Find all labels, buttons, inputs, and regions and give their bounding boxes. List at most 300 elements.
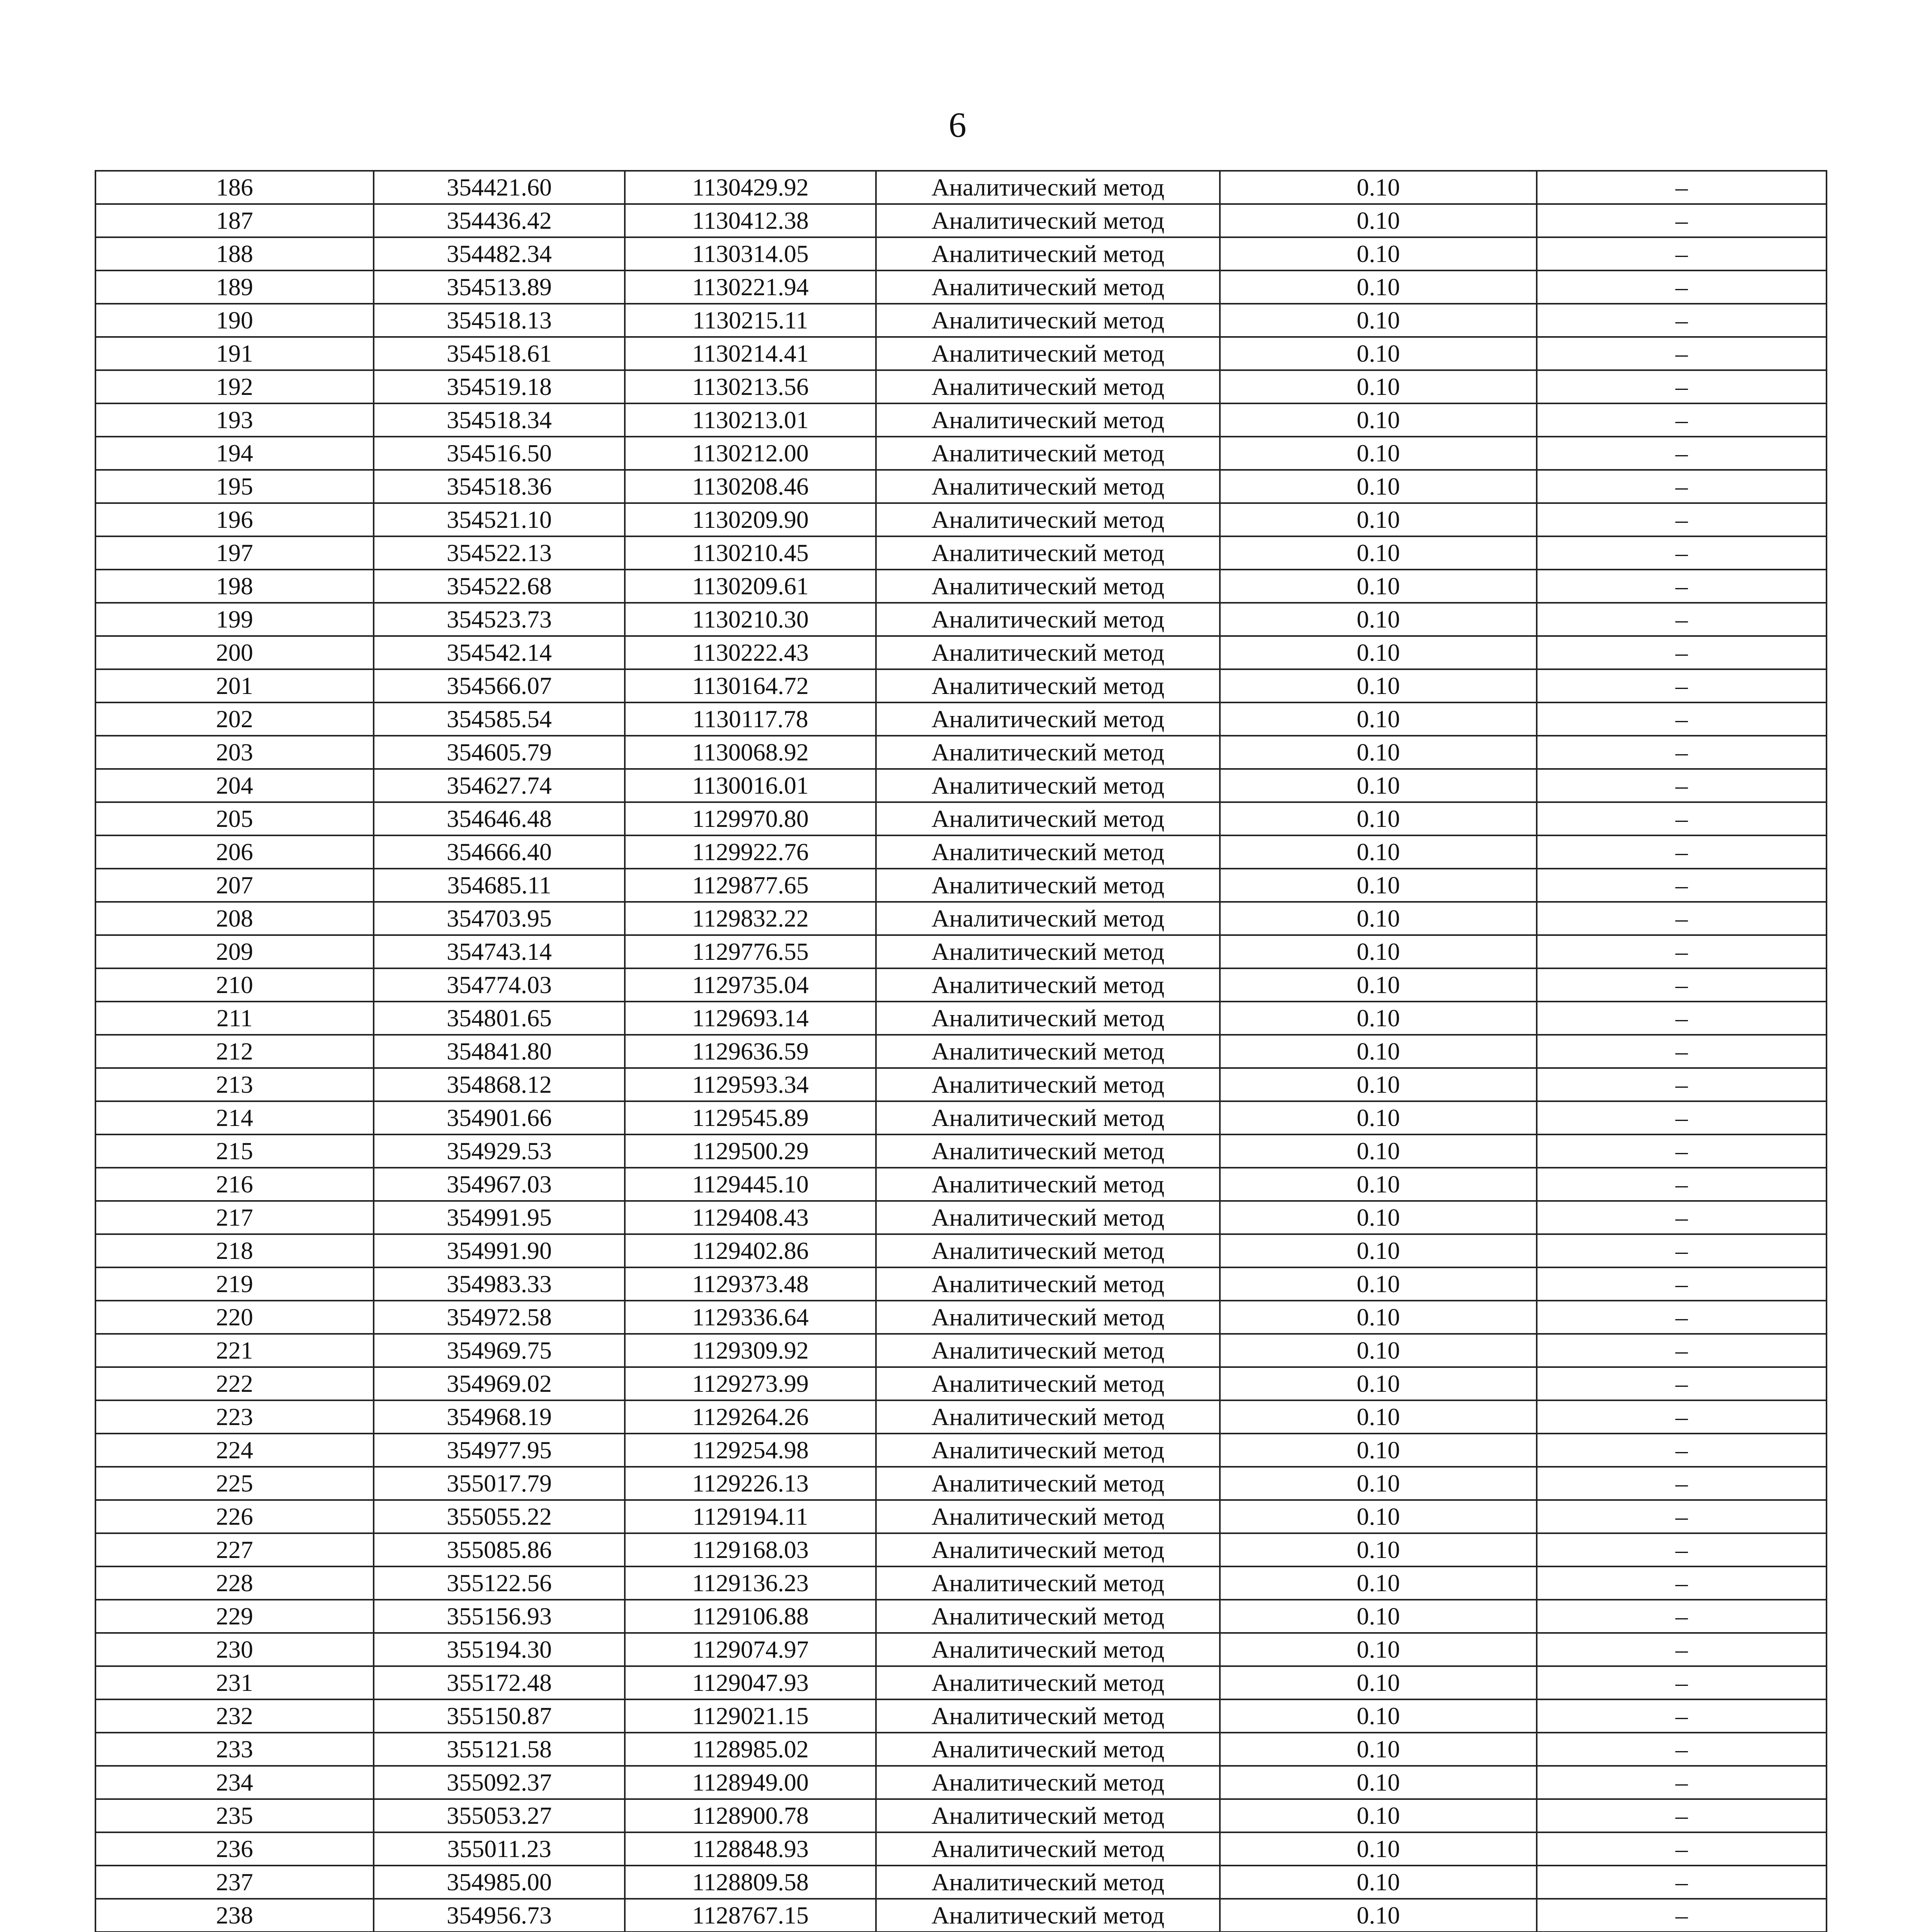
table-row (95, 403, 1827, 437)
accuracy-cell: 0.10 (1220, 337, 1537, 370)
x-coordinate-cell: 354522.68 (374, 570, 625, 603)
point-number-cell: 204 (95, 769, 374, 802)
x-coordinate-cell: 355085.86 (374, 1533, 625, 1566)
x-coordinate-cell: 354566.07 (374, 669, 625, 702)
note-cell: – (1537, 270, 1827, 304)
point-number-cell: 220 (95, 1301, 374, 1334)
accuracy-cell: 0.10 (1220, 1134, 1537, 1168)
note-cell: – (1537, 503, 1827, 536)
table-row (95, 1367, 1827, 1400)
x-coordinate-cell: 355092.37 (374, 1766, 625, 1799)
x-coordinate-cell: 354972.58 (374, 1301, 625, 1334)
coordinates-table-body (95, 171, 1827, 1932)
x-coordinate-cell: 354646.48 (374, 802, 625, 835)
table-row (95, 669, 1827, 702)
y-coordinate-cell: 1129970.80 (625, 802, 876, 835)
y-coordinate-cell: 1129074.97 (625, 1633, 876, 1666)
accuracy-cell: 0.10 (1220, 1766, 1537, 1799)
x-coordinate-cell: 354901.66 (374, 1101, 625, 1134)
point-number-cell: 224 (95, 1434, 374, 1467)
table-row (95, 1101, 1827, 1134)
y-coordinate-cell: 1128848.93 (625, 1832, 876, 1866)
method-cell: Аналитический метод (876, 370, 1220, 403)
point-number-cell: 200 (95, 636, 374, 669)
y-coordinate-cell: 1129021.15 (625, 1699, 876, 1733)
method-cell: Аналитический метод (876, 304, 1220, 337)
method-cell: Аналитический метод (876, 237, 1220, 270)
y-coordinate-cell: 1128900.78 (625, 1799, 876, 1832)
point-number-cell: 193 (95, 403, 374, 437)
x-coordinate-cell: 354774.03 (374, 968, 625, 1002)
note-cell: – (1537, 1101, 1827, 1134)
note-cell: – (1537, 1666, 1827, 1699)
note-cell: – (1537, 1799, 1827, 1832)
method-cell: Аналитический метод (876, 1733, 1220, 1766)
y-coordinate-cell: 1128985.02 (625, 1733, 876, 1766)
y-coordinate-cell: 1130215.11 (625, 304, 876, 337)
y-coordinate-cell: 1129047.93 (625, 1666, 876, 1699)
note-cell: – (1537, 1367, 1827, 1400)
method-cell: Аналитический метод (876, 1766, 1220, 1799)
note-cell: – (1537, 902, 1827, 935)
point-number-cell: 235 (95, 1799, 374, 1832)
method-cell: Аналитический метод (876, 1134, 1220, 1168)
method-cell: Аналитический метод (876, 503, 1220, 536)
table-row (95, 304, 1827, 337)
point-number-cell: 223 (95, 1400, 374, 1434)
table-row (95, 1600, 1827, 1633)
x-coordinate-cell: 354743.14 (374, 935, 625, 968)
accuracy-cell: 0.10 (1220, 769, 1537, 802)
point-number-cell: 194 (95, 437, 374, 470)
method-cell: Аналитический метод (876, 669, 1220, 702)
y-coordinate-cell: 1130209.61 (625, 570, 876, 603)
y-coordinate-cell: 1130210.30 (625, 603, 876, 636)
point-number-cell: 217 (95, 1201, 374, 1234)
method-cell: Аналитический метод (876, 204, 1220, 237)
point-number-cell: 233 (95, 1733, 374, 1766)
point-number-cell: 218 (95, 1234, 374, 1267)
table-row (95, 437, 1827, 470)
accuracy-cell: 0.10 (1220, 702, 1537, 736)
table-row (95, 337, 1827, 370)
x-coordinate-cell: 354969.02 (374, 1367, 625, 1400)
x-coordinate-cell: 354991.90 (374, 1234, 625, 1267)
table-row (95, 1267, 1827, 1301)
method-cell: Аналитический метод (876, 470, 1220, 503)
y-coordinate-cell: 1130213.56 (625, 370, 876, 403)
accuracy-cell: 0.10 (1220, 570, 1537, 603)
note-cell: – (1537, 536, 1827, 570)
y-coordinate-cell: 1129168.03 (625, 1533, 876, 1566)
method-cell: Аналитический метод (876, 1035, 1220, 1068)
x-coordinate-cell: 355172.48 (374, 1666, 625, 1699)
table-row (95, 1533, 1827, 1566)
accuracy-cell: 0.10 (1220, 968, 1537, 1002)
method-cell: Аналитический метод (876, 1068, 1220, 1101)
point-number-cell: 214 (95, 1101, 374, 1134)
x-coordinate-cell: 354518.13 (374, 304, 625, 337)
note-cell: – (1537, 1467, 1827, 1500)
accuracy-cell: 0.10 (1220, 1334, 1537, 1367)
x-coordinate-cell: 354436.42 (374, 204, 625, 237)
point-number-cell: 234 (95, 1766, 374, 1799)
point-number-cell: 213 (95, 1068, 374, 1101)
table-row (95, 536, 1827, 570)
note-cell: – (1537, 736, 1827, 769)
x-coordinate-cell: 354703.95 (374, 902, 625, 935)
note-cell: – (1537, 1866, 1827, 1899)
note-cell: – (1537, 237, 1827, 270)
x-coordinate-cell: 354991.95 (374, 1201, 625, 1234)
table-row (95, 1832, 1827, 1866)
table-row (95, 1899, 1827, 1932)
accuracy-cell: 0.10 (1220, 1434, 1537, 1467)
accuracy-cell: 0.10 (1220, 470, 1537, 503)
accuracy-cell: 0.10 (1220, 1666, 1537, 1699)
point-number-cell: 196 (95, 503, 374, 536)
accuracy-cell: 0.10 (1220, 1101, 1537, 1134)
accuracy-cell: 0.10 (1220, 304, 1537, 337)
y-coordinate-cell: 1129636.59 (625, 1035, 876, 1068)
method-cell: Аналитический метод (876, 1301, 1220, 1334)
point-number-cell: 221 (95, 1334, 374, 1367)
note-cell: – (1537, 1035, 1827, 1068)
accuracy-cell: 0.10 (1220, 935, 1537, 968)
accuracy-cell: 0.10 (1220, 902, 1537, 935)
table-row (95, 968, 1827, 1002)
note-cell: – (1537, 337, 1827, 370)
x-coordinate-cell: 354956.73 (374, 1899, 625, 1932)
method-cell: Аналитический метод (876, 1533, 1220, 1566)
y-coordinate-cell: 1129545.89 (625, 1101, 876, 1134)
point-number-cell: 190 (95, 304, 374, 337)
y-coordinate-cell: 1128809.58 (625, 1866, 876, 1899)
y-coordinate-cell: 1129445.10 (625, 1168, 876, 1201)
table-row (95, 1334, 1827, 1367)
accuracy-cell: 0.10 (1220, 1035, 1537, 1068)
x-coordinate-cell: 354666.40 (374, 835, 625, 869)
y-coordinate-cell: 1128949.00 (625, 1766, 876, 1799)
method-cell: Аналитический метод (876, 835, 1220, 869)
note-cell: – (1537, 171, 1827, 204)
accuracy-cell: 0.10 (1220, 1267, 1537, 1301)
x-coordinate-cell: 354685.11 (374, 869, 625, 902)
table-row (95, 835, 1827, 869)
method-cell: Аналитический метод (876, 1899, 1220, 1932)
x-coordinate-cell: 355017.79 (374, 1467, 625, 1500)
y-coordinate-cell: 1129309.92 (625, 1334, 876, 1367)
accuracy-cell: 0.10 (1220, 536, 1537, 570)
point-number-cell: 197 (95, 536, 374, 570)
method-cell: Аналитический метод (876, 1699, 1220, 1733)
accuracy-cell: 0.10 (1220, 636, 1537, 669)
point-number-cell: 210 (95, 968, 374, 1002)
y-coordinate-cell: 1130208.46 (625, 470, 876, 503)
note-cell: – (1537, 470, 1827, 503)
point-number-cell: 188 (95, 237, 374, 270)
y-coordinate-cell: 1130222.43 (625, 636, 876, 669)
method-cell: Аналитический метод (876, 1832, 1220, 1866)
table-row (95, 1002, 1827, 1035)
y-coordinate-cell: 1130164.72 (625, 669, 876, 702)
point-number-cell: 203 (95, 736, 374, 769)
x-coordinate-cell: 354868.12 (374, 1068, 625, 1101)
point-number-cell: 215 (95, 1134, 374, 1168)
note-cell: – (1537, 1234, 1827, 1267)
y-coordinate-cell: 1129194.11 (625, 1500, 876, 1533)
note-cell: – (1537, 204, 1827, 237)
table-row (95, 636, 1827, 669)
method-cell: Аналитический метод (876, 902, 1220, 935)
table-row (95, 769, 1827, 802)
accuracy-cell: 0.10 (1220, 1566, 1537, 1600)
y-coordinate-cell: 1129254.98 (625, 1434, 876, 1467)
y-coordinate-cell: 1130209.90 (625, 503, 876, 536)
accuracy-cell: 0.10 (1220, 237, 1537, 270)
table-row (95, 902, 1827, 935)
note-cell: – (1537, 1301, 1827, 1334)
method-cell: Аналитический метод (876, 1334, 1220, 1367)
table-row (95, 1467, 1827, 1500)
y-coordinate-cell: 1129136.23 (625, 1566, 876, 1600)
method-cell: Аналитический метод (876, 337, 1220, 370)
method-cell: Аналитический метод (876, 1566, 1220, 1600)
table-row (95, 1566, 1827, 1600)
point-number-cell: 236 (95, 1832, 374, 1866)
x-coordinate-cell: 354801.65 (374, 1002, 625, 1035)
table-row (95, 1168, 1827, 1201)
note-cell: – (1537, 702, 1827, 736)
method-cell: Аналитический метод (876, 802, 1220, 835)
note-cell: – (1537, 636, 1827, 669)
accuracy-cell: 0.10 (1220, 1500, 1537, 1533)
note-cell: – (1537, 1434, 1827, 1467)
method-cell: Аналитический метод (876, 1002, 1220, 1035)
method-cell: Аналитический метод (876, 1600, 1220, 1633)
x-coordinate-cell: 354627.74 (374, 769, 625, 802)
point-number-cell: 186 (95, 171, 374, 204)
table-row (95, 1234, 1827, 1267)
x-coordinate-cell: 354967.03 (374, 1168, 625, 1201)
accuracy-cell: 0.10 (1220, 869, 1537, 902)
table-row (95, 1799, 1827, 1832)
y-coordinate-cell: 1130212.00 (625, 437, 876, 470)
note-cell: – (1537, 1267, 1827, 1301)
accuracy-cell: 0.10 (1220, 403, 1537, 437)
point-number-cell: 207 (95, 869, 374, 902)
x-coordinate-cell: 354929.53 (374, 1134, 625, 1168)
y-coordinate-cell: 1129922.76 (625, 835, 876, 869)
y-coordinate-cell: 1129735.04 (625, 968, 876, 1002)
y-coordinate-cell: 1129336.64 (625, 1301, 876, 1334)
x-coordinate-cell: 354841.80 (374, 1035, 625, 1068)
method-cell: Аналитический метод (876, 968, 1220, 1002)
method-cell: Аналитический метод (876, 1267, 1220, 1301)
point-number-cell: 206 (95, 835, 374, 869)
method-cell: Аналитический метод (876, 1799, 1220, 1832)
accuracy-cell: 0.10 (1220, 1600, 1537, 1633)
y-coordinate-cell: 1130314.05 (625, 237, 876, 270)
note-cell: – (1537, 1566, 1827, 1600)
table-row (95, 1666, 1827, 1699)
y-coordinate-cell: 1129877.65 (625, 869, 876, 902)
point-number-cell: 199 (95, 603, 374, 636)
accuracy-cell: 0.10 (1220, 835, 1537, 869)
method-cell: Аналитический метод (876, 536, 1220, 570)
note-cell: – (1537, 1766, 1827, 1799)
method-cell: Аналитический метод (876, 1234, 1220, 1267)
x-coordinate-cell: 354518.34 (374, 403, 625, 437)
y-coordinate-cell: 1129373.48 (625, 1267, 876, 1301)
accuracy-cell: 0.10 (1220, 603, 1537, 636)
y-coordinate-cell: 1130412.38 (625, 204, 876, 237)
table-row (95, 270, 1827, 304)
accuracy-cell: 0.10 (1220, 669, 1537, 702)
note-cell: – (1537, 1533, 1827, 1566)
method-cell: Аналитический метод (876, 603, 1220, 636)
method-cell: Аналитический метод (876, 270, 1220, 304)
x-coordinate-cell: 354522.13 (374, 536, 625, 570)
accuracy-cell: 0.10 (1220, 1068, 1537, 1101)
point-number-cell: 231 (95, 1666, 374, 1699)
note-cell: – (1537, 1134, 1827, 1168)
point-number-cell: 212 (95, 1035, 374, 1068)
point-number-cell: 219 (95, 1267, 374, 1301)
note-cell: – (1537, 1002, 1827, 1035)
point-number-cell: 229 (95, 1600, 374, 1633)
note-cell: – (1537, 1068, 1827, 1101)
note-cell: – (1537, 769, 1827, 802)
table-row (95, 237, 1827, 270)
y-coordinate-cell: 1129693.14 (625, 1002, 876, 1035)
table-row (95, 1400, 1827, 1434)
note-cell: – (1537, 1832, 1827, 1866)
table-row (95, 935, 1827, 968)
point-number-cell: 191 (95, 337, 374, 370)
method-cell: Аналитический метод (876, 1666, 1220, 1699)
point-number-cell: 189 (95, 270, 374, 304)
table-row (95, 603, 1827, 636)
y-coordinate-cell: 1129264.26 (625, 1400, 876, 1434)
note-cell: – (1537, 1400, 1827, 1434)
table-row (95, 1733, 1827, 1766)
note-cell: – (1537, 1500, 1827, 1533)
x-coordinate-cell: 354977.95 (374, 1434, 625, 1467)
x-coordinate-cell: 355122.56 (374, 1566, 625, 1600)
method-cell: Аналитический метод (876, 1367, 1220, 1400)
note-cell: – (1537, 1334, 1827, 1367)
method-cell: Аналитический метод (876, 1168, 1220, 1201)
y-coordinate-cell: 1130213.01 (625, 403, 876, 437)
y-coordinate-cell: 1129776.55 (625, 935, 876, 968)
x-coordinate-cell: 354983.33 (374, 1267, 625, 1301)
y-coordinate-cell: 1129106.88 (625, 1600, 876, 1633)
table-row (95, 1134, 1827, 1168)
accuracy-cell: 0.10 (1220, 1467, 1537, 1500)
note-cell: – (1537, 1733, 1827, 1766)
note-cell: – (1537, 869, 1827, 902)
table-row (95, 570, 1827, 603)
method-cell: Аналитический метод (876, 1633, 1220, 1666)
table-row (95, 1434, 1827, 1467)
method-cell: Аналитический метод (876, 736, 1220, 769)
point-number-cell: 202 (95, 702, 374, 736)
x-coordinate-cell: 354985.00 (374, 1866, 625, 1899)
point-number-cell: 222 (95, 1367, 374, 1400)
y-coordinate-cell: 1130429.92 (625, 171, 876, 204)
x-coordinate-cell: 354513.89 (374, 270, 625, 304)
method-cell: Аналитический метод (876, 702, 1220, 736)
table-row (95, 869, 1827, 902)
table-row (95, 470, 1827, 503)
point-number-cell: 192 (95, 370, 374, 403)
note-cell: – (1537, 968, 1827, 1002)
point-number-cell: 227 (95, 1533, 374, 1566)
y-coordinate-cell: 1129832.22 (625, 902, 876, 935)
table-row (95, 802, 1827, 835)
point-number-cell: 232 (95, 1699, 374, 1733)
table-row (95, 702, 1827, 736)
note-cell: – (1537, 835, 1827, 869)
accuracy-cell: 0.10 (1220, 1533, 1537, 1566)
x-coordinate-cell: 354519.18 (374, 370, 625, 403)
table-row (95, 1699, 1827, 1733)
x-coordinate-cell: 355156.93 (374, 1600, 625, 1633)
method-cell: Аналитический метод (876, 1201, 1220, 1234)
accuracy-cell: 0.10 (1220, 1633, 1537, 1666)
note-cell: – (1537, 1699, 1827, 1733)
coordinates-table (95, 170, 1827, 1932)
table-row (95, 1068, 1827, 1101)
note-cell: – (1537, 403, 1827, 437)
page-number: 6 (949, 105, 966, 145)
method-cell: Аналитический метод (876, 1400, 1220, 1434)
point-number-cell: 187 (95, 204, 374, 237)
x-coordinate-cell: 354585.54 (374, 702, 625, 736)
method-cell: Аналитический метод (876, 1467, 1220, 1500)
table-row (95, 370, 1827, 403)
y-coordinate-cell: 1128767.15 (625, 1899, 876, 1932)
point-number-cell: 216 (95, 1168, 374, 1201)
table-row (95, 1766, 1827, 1799)
point-number-cell: 208 (95, 902, 374, 935)
x-coordinate-cell: 355150.87 (374, 1699, 625, 1733)
x-coordinate-cell: 354421.60 (374, 171, 625, 204)
method-cell: Аналитический метод (876, 636, 1220, 669)
accuracy-cell: 0.10 (1220, 1168, 1537, 1201)
accuracy-cell: 0.10 (1220, 1832, 1537, 1866)
point-number-cell: 226 (95, 1500, 374, 1533)
method-cell: Аналитический метод (876, 1500, 1220, 1533)
note-cell: – (1537, 603, 1827, 636)
method-cell: Аналитический метод (876, 437, 1220, 470)
point-number-cell: 238 (95, 1899, 374, 1932)
accuracy-cell: 0.10 (1220, 1899, 1537, 1932)
x-coordinate-cell: 354969.75 (374, 1334, 625, 1367)
table-row (95, 1301, 1827, 1334)
point-number-cell: 195 (95, 470, 374, 503)
accuracy-cell: 0.10 (1220, 204, 1537, 237)
x-coordinate-cell: 354523.73 (374, 603, 625, 636)
point-number-cell: 201 (95, 669, 374, 702)
method-cell: Аналитический метод (876, 1434, 1220, 1467)
accuracy-cell: 0.10 (1220, 1866, 1537, 1899)
point-number-cell: 205 (95, 802, 374, 835)
table-row (95, 1201, 1827, 1234)
y-coordinate-cell: 1129593.34 (625, 1068, 876, 1101)
x-coordinate-cell: 355121.58 (374, 1733, 625, 1766)
